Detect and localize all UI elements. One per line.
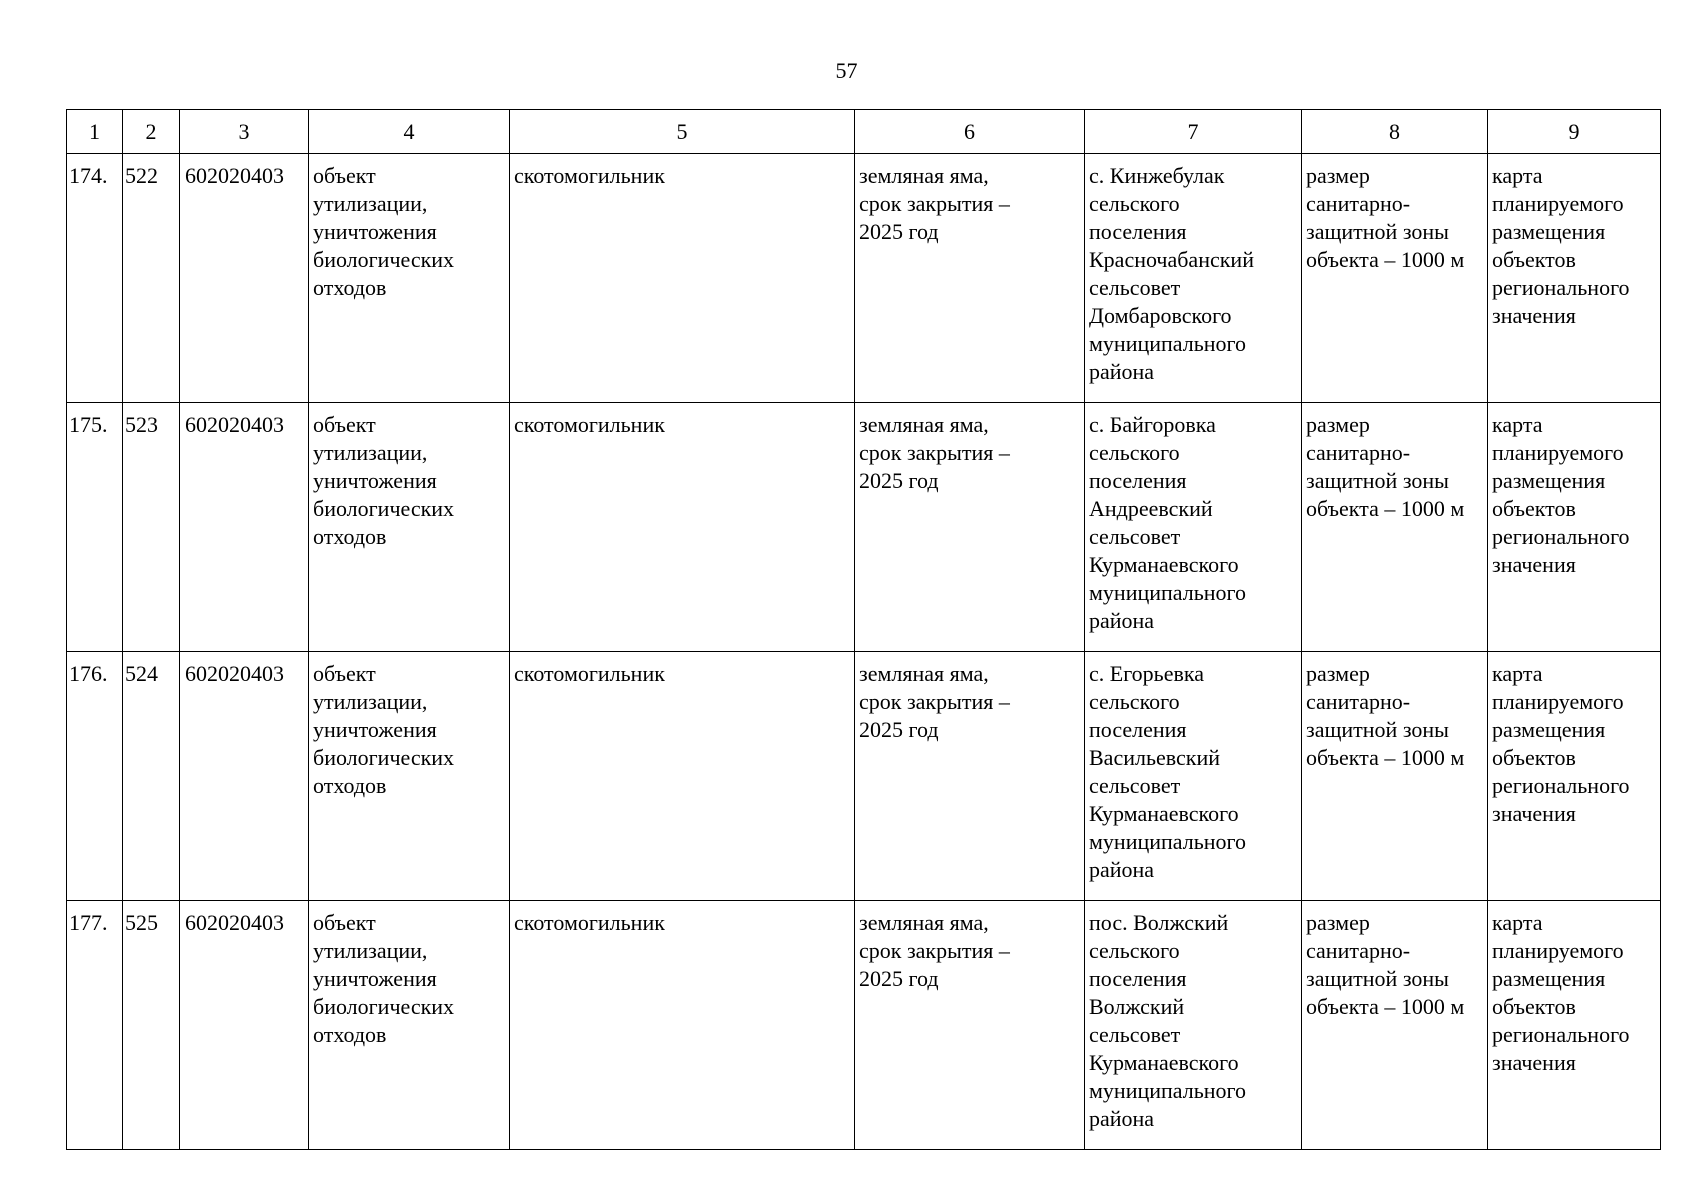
table-row [67, 901, 1661, 1150]
column-header-9: 9 [1488, 110, 1661, 154]
row-code-cell [180, 154, 309, 403]
location-cell [1085, 154, 1302, 403]
sanitary-zone: размер санитарно- защитной зоны объекта – 1000 м [1306, 163, 1465, 272]
object-type: объект утилизации, уничтожения биологических отходов [313, 163, 455, 300]
object-type: объект утилизации, уничтожения биологических отходов [313, 910, 455, 1047]
zone-cell [1302, 403, 1488, 652]
location: с. Кинжебулак сельского поселения Красночабанский сельсовет Домбаровского муниципального района [1089, 163, 1254, 384]
location: с. Байгоровка сельского поселения Андреевский сельсовет Курманаевского муниципального района [1089, 412, 1247, 633]
row-id: 525 [125, 910, 158, 935]
row-code-cell [180, 403, 309, 652]
location-cell [1085, 403, 1302, 652]
object-name-cell [510, 154, 855, 403]
location-cell [1085, 901, 1302, 1150]
table-row [67, 154, 1661, 403]
table-row [67, 652, 1661, 901]
row-code: 602020403 [185, 661, 284, 686]
map-cell [1488, 901, 1661, 1150]
zone-cell [1302, 652, 1488, 901]
row-id: 523 [125, 412, 158, 437]
object-name: скотомогильник [514, 163, 665, 188]
location: с. Егорьевка сельского поселения Васильевский сельсовет Курманаевского муниципального района [1089, 661, 1247, 882]
characteristics-cell [855, 901, 1085, 1150]
row-number-cell [67, 652, 123, 901]
row-code-cell [180, 652, 309, 901]
column-header-5: 5 [510, 110, 855, 154]
characteristics-cell [855, 403, 1085, 652]
row-number: 177. [69, 910, 108, 935]
sanitary-zone: размер санитарно- защитной зоны объекта – 1000 м [1306, 412, 1465, 521]
map-cell [1488, 652, 1661, 901]
row-id: 524 [125, 661, 158, 686]
column-header-2: 2 [123, 110, 180, 154]
column-header-8: 8 [1302, 110, 1488, 154]
objects-table [66, 109, 1661, 1150]
column-header-7: 7 [1085, 110, 1302, 154]
object-name-cell [510, 901, 855, 1150]
map-reference: карта планируемого размещения объектов регионального значения [1492, 412, 1630, 577]
characteristics: земляная яма, срок закрытия – 2025 год [859, 163, 1010, 244]
row-code: 602020403 [185, 163, 284, 188]
row-id-cell [123, 652, 180, 901]
object-name-cell [510, 403, 855, 652]
map-cell [1488, 403, 1661, 652]
row-number: 174. [69, 163, 108, 188]
row-id-cell [123, 901, 180, 1150]
row-number-cell [67, 154, 123, 403]
map-reference: карта планируемого размещения объектов регионального значения [1492, 910, 1630, 1075]
characteristics: земляная яма, срок закрытия – 2025 год [859, 661, 1010, 742]
column-header-6: 6 [855, 110, 1085, 154]
map-reference: карта планируемого размещения объектов регионального значения [1492, 163, 1630, 328]
row-number: 175. [69, 412, 108, 437]
characteristics-cell [855, 154, 1085, 403]
column-header-4: 4 [309, 110, 510, 154]
object-type-cell [309, 901, 510, 1150]
page-number: 57 [835, 58, 858, 83]
sanitary-zone: размер санитарно- защитной зоны объекта – 1000 м [1306, 910, 1465, 1019]
characteristics-cell [855, 652, 1085, 901]
object-type: объект утилизации, уничтожения биологических отходов [313, 412, 455, 549]
row-id-cell [123, 154, 180, 403]
column-header-3: 3 [180, 110, 309, 154]
row-id-cell [123, 403, 180, 652]
object-name: скотомогильник [514, 412, 665, 437]
characteristics: земляная яма, срок закрытия – 2025 год [859, 910, 1010, 991]
object-type-cell [309, 652, 510, 901]
table-header-row [67, 110, 1661, 154]
object-type-cell [309, 154, 510, 403]
row-id: 522 [125, 163, 158, 188]
object-name: скотомогильник [514, 910, 665, 935]
characteristics: земляная яма, срок закрытия – 2025 год [859, 412, 1010, 493]
location: пос. Волжский сельского поселения Волжский сельсовет Курманаевского муниципального района [1089, 910, 1247, 1131]
zone-cell [1302, 154, 1488, 403]
row-code-cell [180, 901, 309, 1150]
object-type-cell [309, 403, 510, 652]
map-reference: карта планируемого размещения объектов регионального значения [1492, 661, 1630, 826]
row-code: 602020403 [185, 412, 284, 437]
row-number-cell [67, 403, 123, 652]
zone-cell [1302, 901, 1488, 1150]
location-cell [1085, 652, 1302, 901]
column-header-1: 1 [67, 110, 123, 154]
sanitary-zone: размер санитарно- защитной зоны объекта – 1000 м [1306, 661, 1465, 770]
object-name: скотомогильник [514, 661, 665, 686]
row-number: 176. [69, 661, 108, 686]
row-code: 602020403 [185, 910, 284, 935]
row-number-cell [67, 901, 123, 1150]
object-type: объект утилизации, уничтожения биологических отходов [313, 661, 455, 798]
map-cell [1488, 154, 1661, 403]
object-name-cell [510, 652, 855, 901]
table-row [67, 403, 1661, 652]
